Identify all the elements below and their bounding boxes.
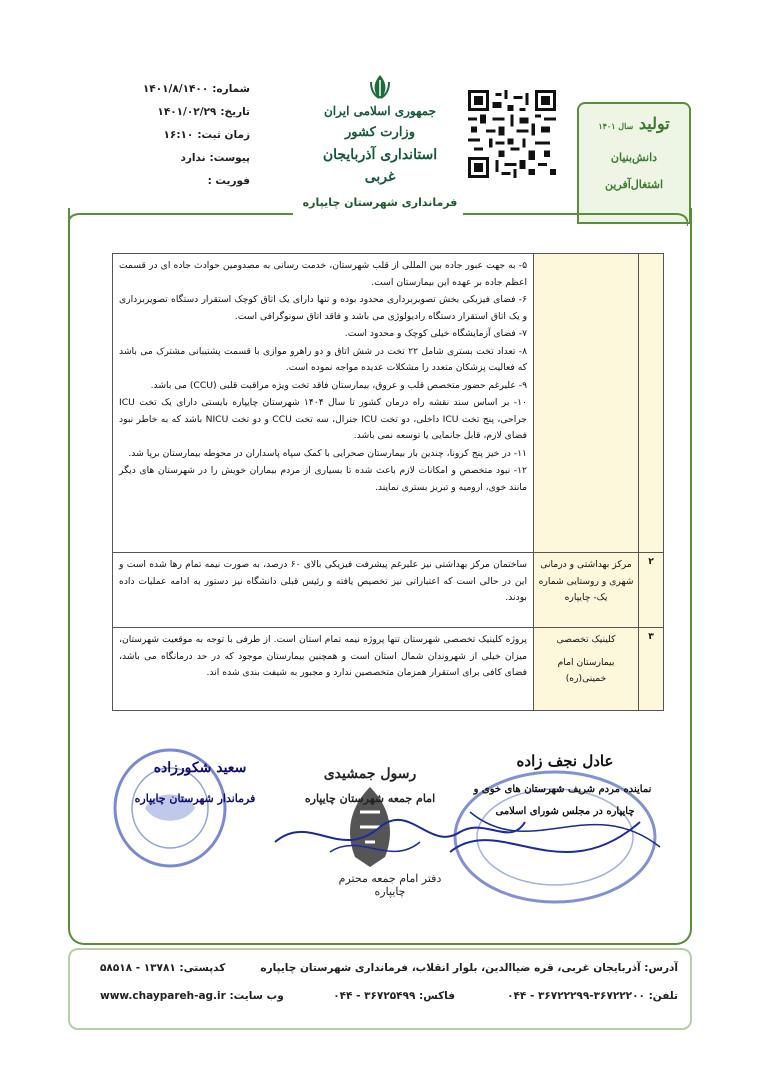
website-link[interactable]: www.chaypareh-ag.ir [100,990,226,1002]
table-row [113,628,664,711]
list-item: ۹- علیرغم حضور متخصص قلب و عروق، بیمارستان فاقد تخت ویژه مراقبت قلبی (CCU) می باشد. [150,379,527,391]
row-title-line: کلینیک تخصصی [556,634,616,645]
imam-name: رسول جمشیدی [323,766,417,782]
slogan-title: تولید [638,114,670,133]
postal-row [100,962,225,974]
slogan-line-2: اشتغال‌آفرین [604,178,664,191]
row-title-cell [534,628,639,711]
signature-area [110,722,670,932]
number-value: ۱۴۰۱/۸/۱۴۰۰ [142,83,209,95]
row-number-cell [639,254,664,553]
list-item: ۱۲- نبود متخصص و امکانات لازم باعث شده تا بسیاری از مردم بیماران خویش را در شهرستان های دیگر مانند خوی، ارومیه و تبریز بستری نمایند. [119,465,527,493]
slogan-line-1: دانش‌بنیان [610,151,658,164]
content-table [112,253,664,711]
mp-title-line-1: نماینده مردم شریف شهرستان های خوی و [473,784,652,795]
number-label: شماره: [212,83,250,95]
row-number-cell: ۲ [639,553,664,628]
list-item: ۷- فضای آزمایشگاه خیلی کوچک و محدود است. [344,328,527,339]
fax-label: فاکس: [419,990,455,1002]
urgency-label: فوریت : [207,175,250,187]
list-item: ۱۰- بر اساس سند نقشه راه درمان کشور تا سال ۱۴۰۴ شهرستان چایپاره بایستی دارای یک تخت ICU جراحی، پنج تخت ICU داخلی، دو تخت ICU جنرال، سه تخت CCU و دو تخت NICU باشد که به خاطر نبود فضای لازم، قابل جانمایی یا توسعه نمی باشد. [119,397,527,441]
office-banner: فرمانداری شهرستان چایپاره [290,196,470,209]
date-label: تاریخ: [220,106,250,118]
fax-number: ۳۶۷۲۵۴۹۹ - ۰۴۴ [333,990,416,1002]
attachment-label: پیوست: [209,152,250,164]
page-footer [68,948,692,1030]
fax-row [333,990,455,1002]
website-row [100,990,284,1002]
mp-title-line-2: چایپاره در مجلس شورای اسلامی [495,806,635,817]
postal-code: ۱۳۷۸۱ - ۵۸۵۱۸ [100,962,176,974]
qr-code-icon [468,90,556,178]
handwritten-signature-icon [270,792,530,872]
address-row [260,962,678,974]
phone-number: ۳۶۷۲۲۲۰۰-۳۶۷۲۲۲۹۹ - ۰۴۴ [507,990,645,1002]
imam-office-stamp: دفتر امام جمعه محترم چایپاره [338,872,442,898]
table-row [113,254,664,553]
postal-label: کدپستی: [179,962,226,974]
phone-row [507,990,678,1002]
list-item: ۱۱- در خیز پنج کرونا، چندین بار بیمارستان صحرایی با کمک سپاه پاسداران در محوطه بیمارستان برپا شد. [128,447,527,459]
row-body-cell [113,254,534,553]
imam-title: امام جمعه شهرستان چایپاره [304,792,436,805]
mp-name: عادل نجف زاده [516,752,614,770]
address-label: آدرس: [644,962,678,974]
date-value: ۱۴۰۱/۰۲/۲۹ [157,106,217,118]
row-title-cell: مرکز بهداشتی و درمانی شهری و روستایی شماره یک- چایپاره [534,553,639,628]
list-item: ۵- به جهت عبور جاده بین المللی از قلب شهرستان، خدمت رسانی به مصدومین حوادث جاده ای در قسمت اعظم جاده بر عهده این بیمارستان است. [119,260,527,288]
ministry-name: وزارت کشور [345,125,415,140]
country-name: جمهوری اسلامی ایران [323,104,437,118]
list-item: ۸- تعداد تخت بستری شامل ۲۲ تخت در شش اتاق و دو راهرو موازی با قسمت پشتیبانی مشترک می باشد که فعالیت پزشکان متعدد را مشکلات عدیده مواجه نموده است. [119,345,528,373]
attachment-value: ندارد [180,152,206,164]
province-name: استانداری آذربایجان غربی [322,147,438,185]
table-row [113,553,664,628]
address-text: آذربایجان غربی، قره ضیاالدین، بلوار انقلاب، فرمانداری شهرستان چایپاره [260,962,641,974]
row-number-cell: ۳ [639,628,664,711]
row-title-cell [534,254,639,553]
letter-meta [100,78,250,193]
governor-title: فرماندار شهرستان چایپاره [134,792,256,805]
time-label: زمان ثبت: [197,129,250,141]
year-slogan-badge [577,102,691,224]
phone-label: تلفن: [648,990,678,1002]
list-item: ۶- فضای فیزیکی بخش تصویربرداری محدود بوده و تنها دارای یک اتاق کوچک استقرار دستگاه تصویربرداری و یک اتاق استقرار دستگاه رادیولوژی می باشد و فاقد اتاق سونوگرافی است. [119,294,527,322]
row-body-cell: ساختمان مرکز بهداشتی نیز علیرغم پیشرفت فیزیکی بالای ۶۰ درصد، به صورت نیمه تمام رها شده است و این در حالی است که اعتباراتی نیز تخصیص یافته و رئیس قبلی دانشگاه نیز دستور به ادامه عملیات داده بودند. [113,553,534,628]
governor-name: سعید شکورزاده [153,760,247,776]
row-title-line: بیمارستان امام خمینی(ره) [557,656,615,684]
website-label: وب سایت: [229,990,284,1002]
government-header [315,100,445,188]
iran-emblem-icon [365,72,395,102]
row-body-cell: پروژه کلینیک تخصصی شهرستان تنها پروژه نیمه تمام استان است. از طرفی با توجه به موقعیت شهرستان، میزان خیلی از شهروندان شمال استان است و همچنین بیمارستان موجود که در حد درمانگاه می باشد، فضای کافی برای استقرار همزمان متخصصین ندارد و مجبور به شیفت بندی شده اند. [113,628,534,711]
slogan-year: سال ۱۴۰۱ [598,121,634,131]
time-value: ۱۶:۱۰ [163,129,194,141]
